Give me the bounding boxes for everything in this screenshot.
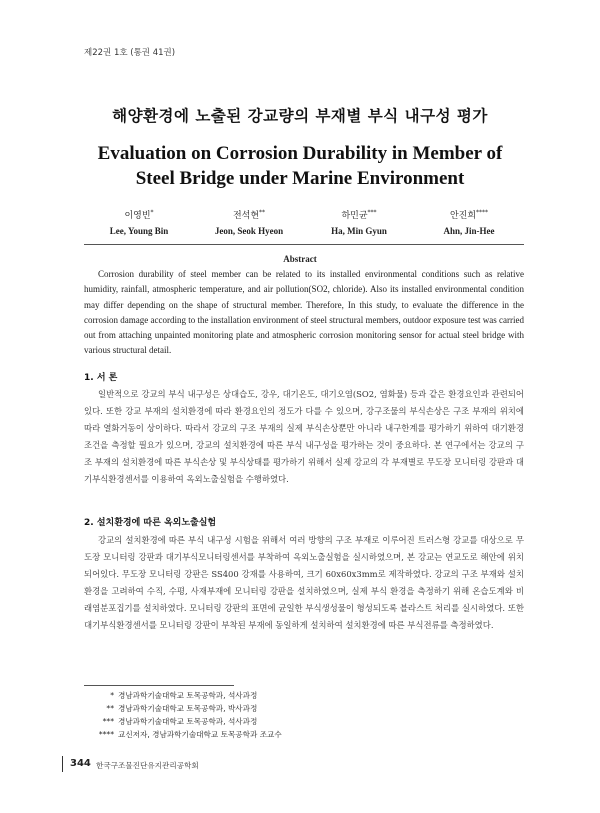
footnote-mark: * [110,691,114,700]
author-name-en: Jeon, Seok Hyeon [214,226,284,236]
author-mark: ** [259,209,266,216]
footnote-rule [84,685,234,686]
author-3 [304,208,414,236]
abstract-top-rule [84,244,524,245]
author-name-ko: 하민균 [341,211,368,221]
footnotes [84,689,282,741]
running-head: 제22권 1호 (통권 41권) [84,48,176,58]
author-name-ko: 안진희 [449,211,477,221]
footnote-mark: *** [102,717,114,726]
section-text-exposure-test: 강교의 설치환경에 따른 부식 내구성 시험을 위해서 여러 방향의 구조 부재로 이루어진 트러스형 강교를 대상으로 무도장 모니터링 강판과 대기부식모니터링센서를 부착하여 옥외노출실험을 실시하였으며, 본 강교는 연교도로 해안에 위치되어있다. 무도장 모니터링 강판은 SS400 강재를 사용하여, 크기 60x60x3mm로 제작하였다. 강교의 구조 부재와 설치환경을 고려하여 수직, 수평, 사재부재에 모니터링 강판을 설치하였으며, 실제 부식 환경을 측정하기 위해 온습도계와 비래염분포집기를 설치하였다. 모니터링 강판의 표면에 균일한 부식생성물이 형성되도록 블라스트 처리를 실시하였다. 또한 대기부식환경센서를 모니터링 강판이 부착된 부재에 동일하게 설치하여 설치환경에 따른 부식전류를 측정하였다. [84,535,524,630]
title-korean: 해양환경에 노출된 강교량의 부재별 부식 내구성 평가 [112,106,488,125]
author-2 [194,208,304,236]
abstract-text: Corrosion durability of steel member can be related to its installed environmental conditions such as relative humidity, rainfall, atmospheric temperature, and air pollution(SO2, chloride). Also its installed environmental condition may differ depending on the shape of structural member. Therefore, In this study, to evaluate the difference in the corrosion damage according to the installation environment of steel structural members, outdoor exposure test was carried out from attaching unpainted monitoring plate and atmospheric corrosion monitoring sensor for actual steel bridge with various structural detail. [84,269,524,356]
author-name-en: Ha, Min Gyun [331,226,387,236]
section-heading-exposure-test: 2. 설치환경에 따른 옥외노출실험 [84,518,217,528]
author-name-ko: 이영빈 [124,211,151,221]
author-name-en: Ahn, Jin-Hee [443,226,495,236]
section-text-introduction: 일반적으로 강교의 부식 내구성은 상대습도, 강우, 대기온도, 대기오염(SO2, 염화물) 등과 같은 환경요인과 관련되어 있다. 또한 강교 부재의 설치환경에 따라 환경요인의 정도가 다를 수 있으며, 강구조물의 부식손상은 구조 부재의 위치에 따라 열화거동이 상이하다. 따라서 강교의 구조 부재의 실제 부식손상뿐만 아니라 내구한계를 평가하기 위하여 대기환경조건을 측정할 필요가 있으며, 강교의 설치환경에 따른 부식 내구성을 평가하는 것이 중요하다. 본 연구에서는 강교의 구조 부재의 설치환경에 따른 부식손상 및 부식상태를 평가하기 위해서 실제 강교의 각 부재별로 무도장 모니터링 강판과 대기부식환경센서를 이용하여 옥외노출실험을 수행하였다. [84,389,524,484]
author-mark: * [150,209,154,216]
footnote-text: 경남과학기술대학교 토목공학과, 석사과정 [118,691,258,700]
footnote [84,689,282,702]
author-list [84,208,524,236]
footnote-mark: ** [106,704,114,713]
author-mark: **** [476,209,489,216]
footnote [84,715,282,728]
author-1 [84,208,194,236]
footnote-mark: **** [98,730,114,739]
author-4 [414,208,524,236]
footer-divider [62,756,63,772]
footnote [84,702,282,715]
section-heading-introduction: 1. 서 론 [84,373,118,383]
author-name-ko: 전석현 [232,211,260,221]
page-number: 344 [70,758,91,769]
footnote-text: 교신저자, 경남과학기술대학교 토목공학과 조교수 [118,730,282,739]
footnote [84,728,282,741]
author-mark: *** [367,209,377,216]
title-english: Evaluation on Corrosion Durability in Member of Steel Bridge under Marine Environment [97,143,503,189]
footnote-text: 경남과학기술대학교 토목공학과, 박사과정 [118,704,258,713]
journal-name: 한국구조물진단유지관리공학회 [96,761,199,770]
footnote-text: 경남과학기술대학교 토목공학과, 석사과정 [118,717,258,726]
author-name-en: Lee, Young Bin [109,226,169,236]
abstract-heading: Abstract [283,254,317,264]
